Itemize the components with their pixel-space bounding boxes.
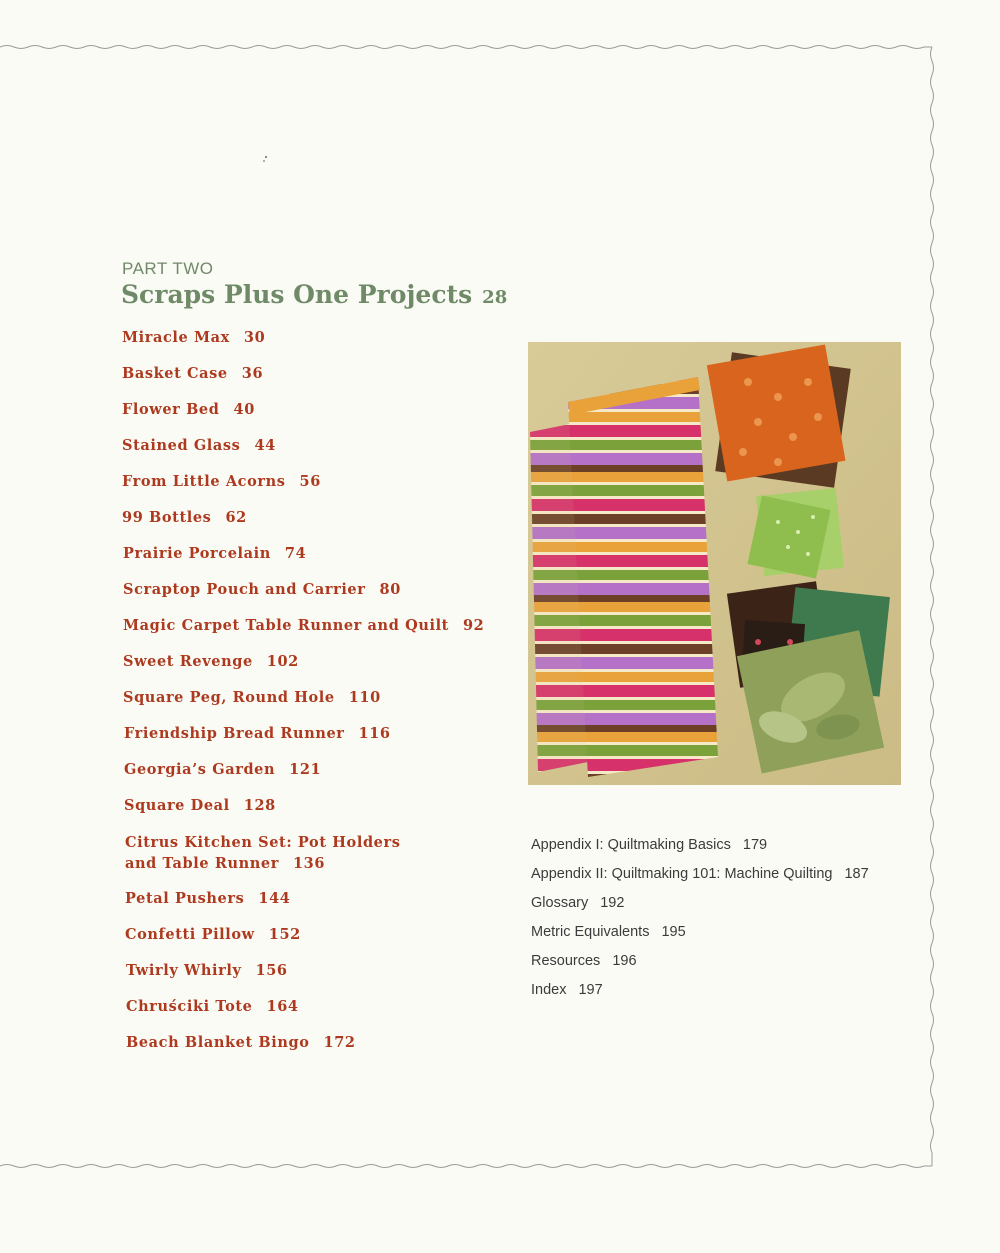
appendix-entry[interactable] <box>531 920 869 949</box>
toc-entry[interactable] <box>122 363 263 384</box>
toc-entry-page: 80 <box>379 581 401 598</box>
toc-entry-page: 110 <box>348 689 381 706</box>
toc-entry-page: 62 <box>225 509 247 526</box>
part-page-number: 28 <box>482 287 508 308</box>
appendix-entry-page: 197 <box>578 982 603 998</box>
toc-entry-title: Twirly Whirly <box>126 962 242 979</box>
toc-entry-title: Friendship Bread Runner <box>124 725 345 742</box>
toc-entry[interactable] <box>123 543 306 564</box>
toc-entry[interactable] <box>124 723 391 744</box>
toc-entry-page: 40 <box>233 401 255 418</box>
toc-entry-title: Petal Pushers <box>125 890 245 907</box>
toc-entry[interactable] <box>122 327 265 348</box>
appendix-entry-page: 196 <box>612 953 637 969</box>
toc-entry-title: Stained Glass <box>122 437 241 454</box>
part-title-text: Scraps Plus One Projects <box>121 280 473 309</box>
toc-entry-page: 128 <box>243 797 276 814</box>
appendix-entry-page: 192 <box>600 895 625 911</box>
toc-entry[interactable] <box>122 471 321 492</box>
toc-entry[interactable] <box>123 579 401 600</box>
toc-entry[interactable] <box>125 888 290 909</box>
toc-entry-title: Georgia’s Garden <box>124 761 276 778</box>
appendix-entry-title: Appendix I: Quiltmaking Basics <box>531 837 731 853</box>
toc-entry-title: Miracle Max <box>122 329 230 346</box>
toc-entry[interactable] <box>126 1032 356 1053</box>
toc-entry-page: 152 <box>268 926 301 943</box>
toc-entry-title: Square Deal <box>124 797 230 814</box>
toc-entry[interactable] <box>124 759 321 780</box>
toc-entry-title: Prairie Porcelain <box>123 545 271 562</box>
toc-entry-page: 116 <box>358 725 391 742</box>
appendix-entry-title: Appendix II: Quiltmaking 101: Machine Quilting <box>531 866 833 882</box>
toc-entry[interactable] <box>122 435 276 456</box>
toc-entry-page: 156 <box>255 962 288 979</box>
toc-entry-page: 136 <box>292 855 326 872</box>
appendix-entry[interactable] <box>531 833 869 862</box>
toc-entry-title-continued: and Table Runner <box>125 855 279 872</box>
appendix-entry[interactable] <box>531 891 869 920</box>
toc-entry-title: From Little Acorns <box>122 473 286 490</box>
appendix-list <box>531 833 869 1007</box>
toc-entry-title: 99 Bottles <box>122 509 212 526</box>
toc-entry[interactable] <box>123 651 299 672</box>
toc-entry-page: 144 <box>258 890 291 907</box>
toc-entry-title: Flower Bed <box>122 401 220 418</box>
toc-entry-title: Sweet Revenge <box>123 653 253 670</box>
toc-entry-page: 30 <box>243 329 266 346</box>
appendix-entry-page: 179 <box>742 837 768 853</box>
toc-entry[interactable] <box>122 399 255 420</box>
fabric-photo <box>528 342 901 785</box>
toc-entry[interactable] <box>126 996 299 1017</box>
toc-entry-title: Square Peg, Round Hole <box>123 689 335 706</box>
toc-entry[interactable] <box>126 960 288 981</box>
toc-entry-title: Citrus Kitchen Set: Pot Holders <box>125 834 401 851</box>
print-speck <box>262 155 268 163</box>
toc-entry[interactable] <box>123 687 381 708</box>
toc-entry[interactable] <box>123 615 484 636</box>
appendix-entry[interactable] <box>531 949 869 978</box>
appendix-entry-title: Glossary <box>531 895 589 911</box>
appendix-entry[interactable] <box>531 978 869 1007</box>
appendix-entry[interactable] <box>531 862 869 891</box>
toc-entry-title: Scraptop Pouch and Carrier <box>123 581 366 598</box>
toc-entry-page: 56 <box>299 473 321 490</box>
toc-entry-page: 44 <box>254 437 276 454</box>
toc-entry-page: 92 <box>462 617 485 634</box>
part-title <box>121 280 507 309</box>
toc-entry-page: 36 <box>241 365 264 382</box>
toc-entry-title: Magic Carpet Table Runner and Quilt <box>123 617 449 634</box>
toc-entry-page: 74 <box>284 545 307 562</box>
part-label: PART TWO <box>122 259 214 278</box>
appendix-entry-title: Index <box>531 982 567 998</box>
toc-entry-page: 102 <box>266 653 299 670</box>
toc-entry-title: Chruściki Tote <box>126 998 253 1015</box>
toc-entry[interactable] <box>124 795 276 816</box>
toc-entry[interactable] <box>122 507 247 528</box>
appendix-entry-title: Metric Equivalents <box>531 924 650 940</box>
toc-entry-page: 164 <box>266 998 299 1015</box>
toc-entry-title: Beach Blanket Bingo <box>126 1034 310 1051</box>
toc-entry-title: Basket Case <box>122 365 228 382</box>
appendix-entry-title: Resources <box>531 953 601 969</box>
appendix-entry-page: 195 <box>661 924 686 940</box>
toc-entry[interactable] <box>125 924 301 945</box>
toc-entry-title: Confetti Pillow <box>125 926 255 943</box>
toc-entry-page: 172 <box>323 1034 356 1051</box>
toc-entry[interactable] <box>125 832 401 874</box>
toc-entry-page: 121 <box>289 761 322 778</box>
appendix-entry-page: 187 <box>844 866 869 882</box>
